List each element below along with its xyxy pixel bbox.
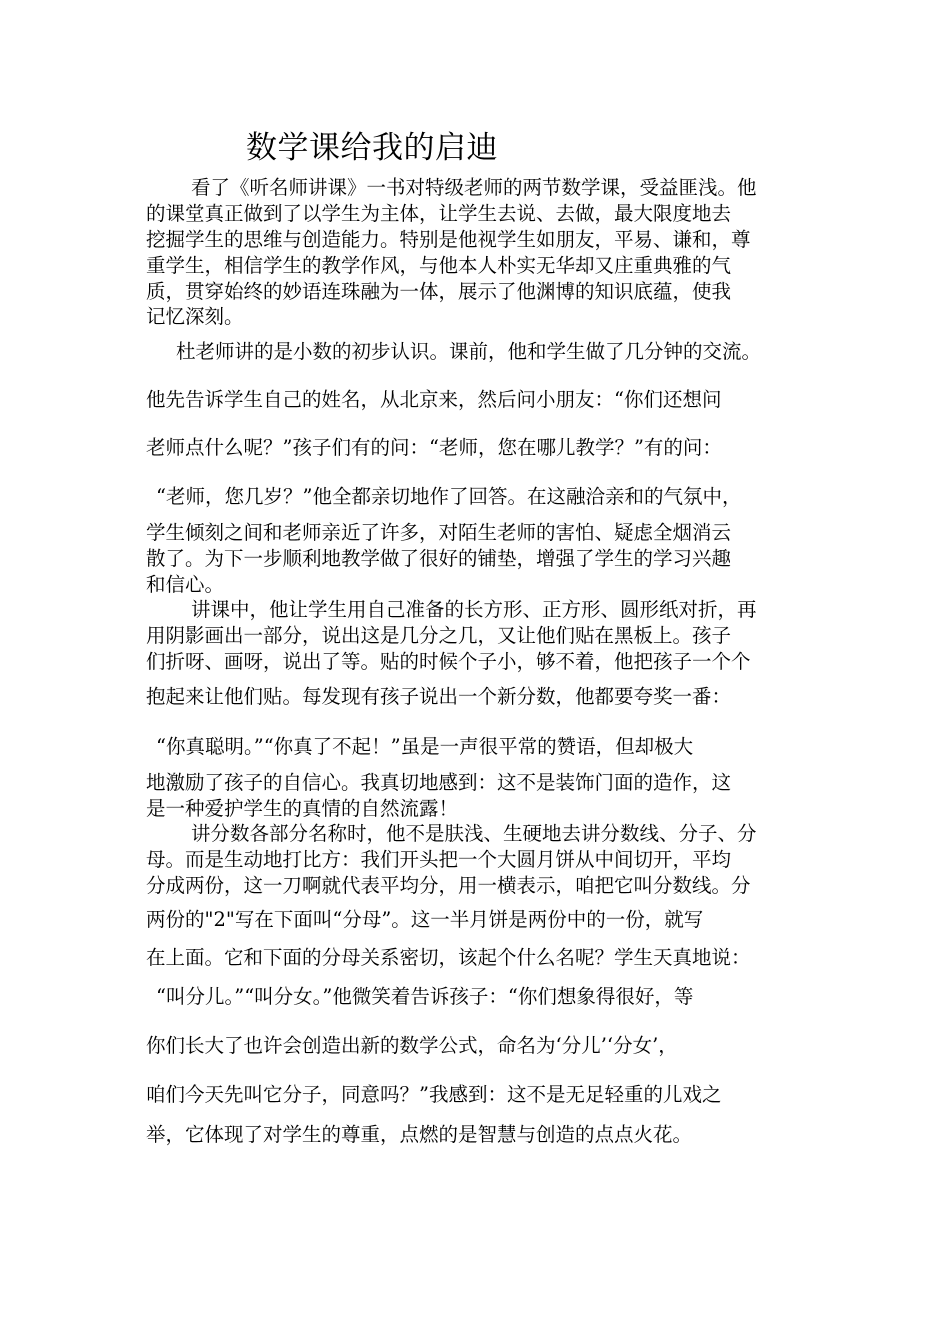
paragraph-4-line: 在上面。它和下面的分母关系密切，该起个什么名呢？学生天真地说： (146, 946, 751, 969)
document-title: 数学课给我的启迪 (246, 130, 498, 166)
paragraph-3-line: 讲课中，他让学生用自己准备的长方形、正方形、圆形纸对折，再 (191, 598, 757, 621)
paragraph-2-line: “老师，您几岁？”他全都亲切地作了回答。在这融洽亲和的气氛中， (156, 485, 742, 508)
paragraph-3-line: 抱起来让他们贴。每发现有孩子说出一个新分数，他都要夸奖一番： (146, 685, 732, 708)
paragraph-2-line: 和信心。 (146, 573, 225, 596)
paragraph-2-line: 散了。为下一步顺利地教学做了很好的铺垫，增强了学生的学习兴趣 (146, 547, 732, 570)
paragraph-1-line: 记忆深刻。 (146, 305, 244, 328)
paragraph-3-line: 是一种爱护学生的真情的自然流露！ (146, 797, 459, 820)
paragraph-1-line: 重学生，相信学生的教学作风，与他本人朴实无华却又庄重典雅的气 (146, 254, 732, 277)
paragraph-4-line: 分成两份，这一刀啊就代表平均分，用一横表示，咱把它叫分数线。分 (146, 874, 751, 897)
paragraph-4-line: 两份的"2"写在下面叫“分母”。这一半月饼是两份中的一份，就写 (146, 908, 704, 931)
paragraph-2-line: 老师点什么呢？”孩子们有的问：“老师，您在哪儿教学？”有的问： (146, 436, 722, 459)
paragraph-2-line: 杜老师讲的是小数的初步认识。课前，他和学生做了几分钟的交流。 (176, 340, 762, 363)
paragraph-1-line: 的课堂真正做到了以学生为主体，让学生去说、去做，最大限度地去 (146, 202, 732, 225)
paragraph-4-line: 讲分数各部分名称时，他不是肤浅、生硬地去讲分数线、分子、分 (191, 822, 757, 845)
paragraph-3-line: 地激励了孩子的自信心。我真切地感到：这不是装饰门面的造作，这 (146, 771, 732, 794)
paragraph-2-line: 他先告诉学生自己的姓名，从北京来，然后问小朋友：“你们还想问 (146, 388, 722, 411)
paragraph-4-line: “叫分儿。”“叫分女。”他微笑着告诉孩子：“你们想象得很好，等 (156, 985, 694, 1008)
paragraph-4-line: 咱们今天先叫它分子，同意吗？”我感到：这不是无足轻重的儿戏之 (146, 1083, 722, 1106)
paragraph-4-line: 举，它体现了对学生的尊重，点燃的是智慧与创造的点点火花。 (146, 1123, 693, 1146)
paragraph-1-line: 看了《听名师讲课》一书对特级老师的两节数学课，受益匪浅。他 (191, 176, 757, 199)
paragraph-4-line: 你们长大了也许会创造出新的数学公式，命名为‘分儿’‘分女’， (146, 1034, 678, 1057)
paragraph-1-line: 挖掘学生的思维与创造能力。特别是他视学生如朋友，平易、谦和，尊 (146, 228, 751, 251)
paragraph-3-line: 用阴影画出一部分，说出这是几分之几，又让他们贴在黑板上。孩子 (146, 624, 732, 647)
paragraph-2-line: 学生倾刻之间和老师亲近了许多，对陌生老师的害怕、疑虑全烟消云 (146, 521, 732, 544)
paragraph-3-line: “你真聪明。”“你真了不起！”虽是一声很平常的赞语，但却极大 (156, 735, 694, 758)
paragraph-3-line: 们折呀、画呀，说出了等。贴的时候个子小，够不着，他把孩子一个个 (146, 650, 751, 673)
paragraph-1-line: 质，贯穿始终的妙语连珠融为一体，展示了他渊博的知识底蕴，使我 (146, 280, 732, 303)
paragraph-4-line: 母。而是生动地打比方：我们开头把一个大圆月饼从中间切开，平均 (146, 848, 732, 871)
